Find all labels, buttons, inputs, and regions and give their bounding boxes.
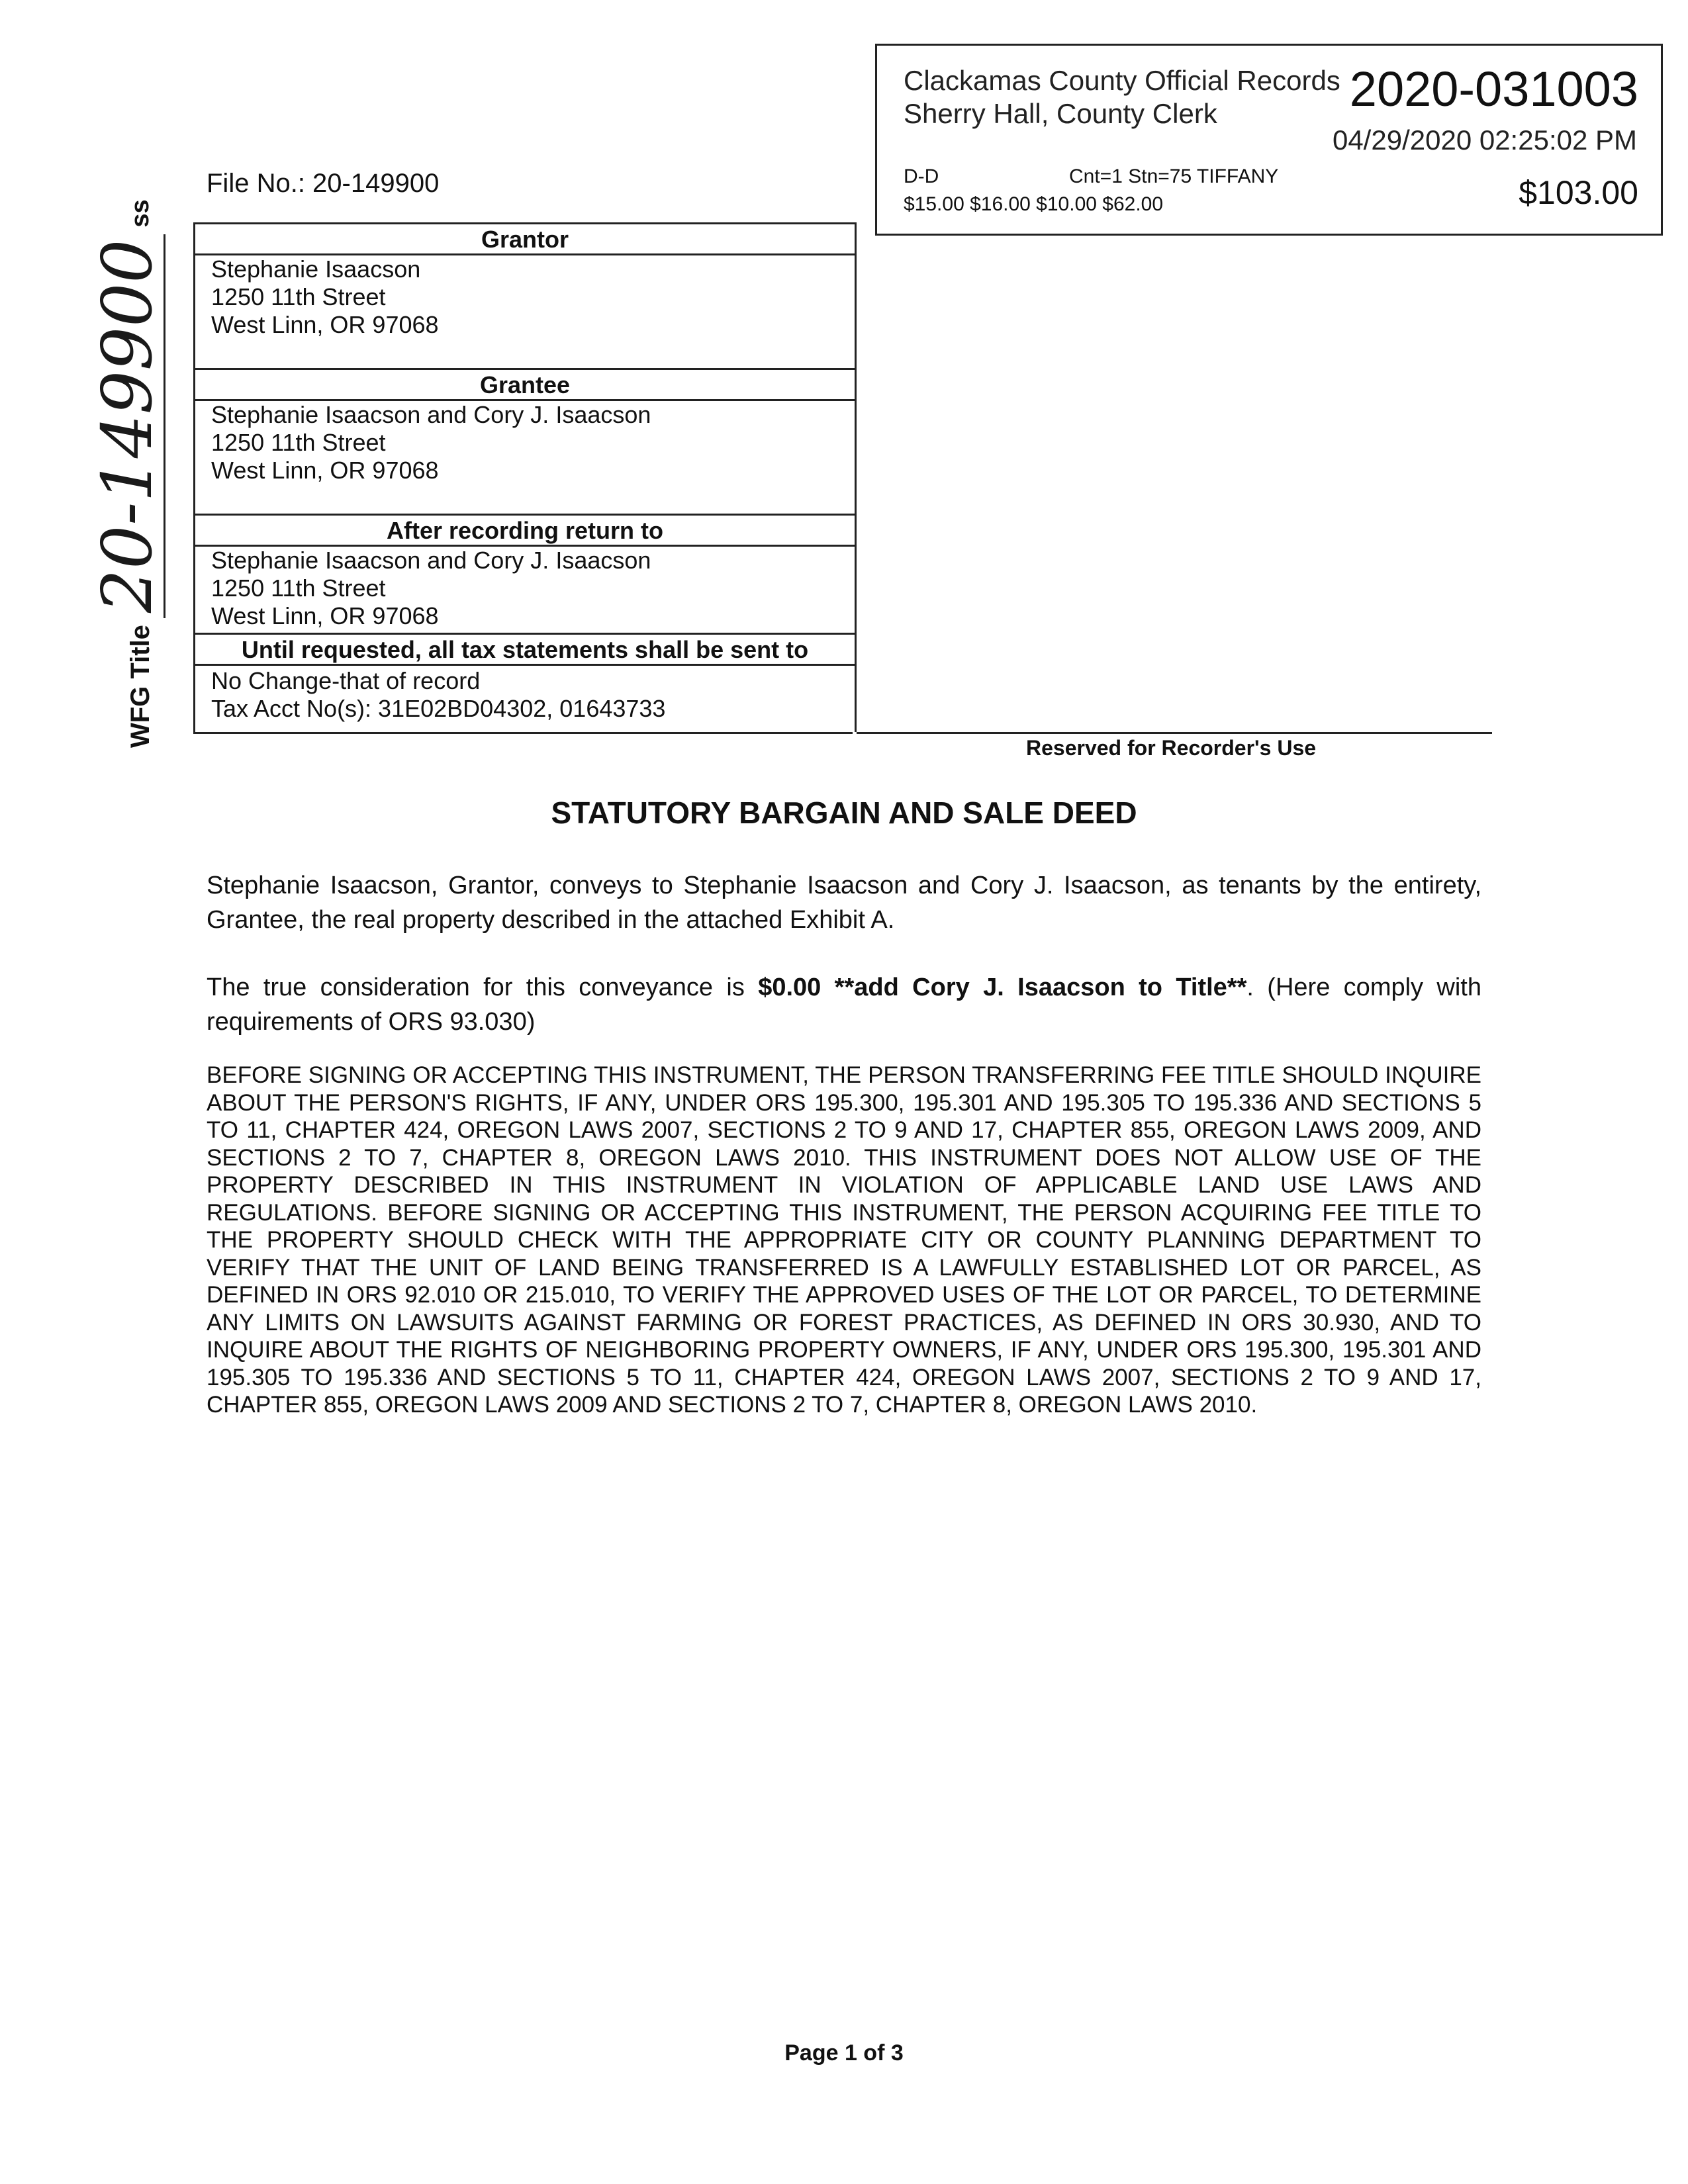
grantee-block bbox=[211, 401, 847, 484]
grantor-line: 1250 11th Street bbox=[211, 283, 386, 310]
grantor-block bbox=[211, 255, 847, 339]
conveyance-paragraph: Stephanie Isaacson, Grantor, conveys to Stephanie Isaacson and Cory J. Isaacson, as tenants by the entirety, Grantee, the real property described in the attached Exhibit A. bbox=[207, 872, 1481, 934]
statutory-warning-paragraph: BEFORE SIGNING OR ACCEPTING THIS INSTRUMENT, THE PERSON TRANSFERRING FEE TITLE SHOULD INQUIRE ABOUT THE PERSON'S RIGHTS, IF ANY, UNDER ORS 195.300, 195.301 AND 195.305 TO 195.336 AND SECTIONS 5 TO 11, CHAPTER 424, OREGON LAWS 2007, SECTIONS 2 TO 9 AND 17, CHAPTER 855, OREGON LAWS 2009, AND SECTIONS 2 TO 7, CHAPTER 8, OREGON LAWS 2010. THIS INSTRUMENT DOES NOT ALLOW USE OF THE PROPERTY DESCRIBED IN THIS INSTRUMENT IN VIOLATION OF APPLICABLE LAND USE LAWS AND REGULATIONS. BEFORE SIGNING OR ACCEPTING THIS INSTRUMENT, THE PERSON ACQUIRING FEE TITLE TO THE PROPERTY SHOULD CHECK WITH THE APPROPRIATE CITY OR COUNTY PLANNING DEPARTMENT TO VERIFY THAT THE UNIT OF LAND BEING TRANSFERRED IS A LAWFULLY ESTABLISHED LOT OR PARCEL, AS DEFINED IN ORS 92.010 OR 215.010, TO VERIFY THE APPROVED USES OF THE LOT OR PARCEL, TO DETERMINE ANY LIMITS ON LAWSUITS AGAINST FARMING OR FOREST PRACTICES, AS DEFINED IN ORS 30.930, AND TO INQUIRE ABOUT THE RIGHTS OF NEIGHBORING PROPERTY OWNERS, IF ANY, UNDER ORS 195.300, 195.301 AND 195.305 TO 195.336 AND SECTIONS 5 TO 11, CHAPTER 424, OREGON LAWS 2007, SECTIONS 2 TO 9 AND 17, CHAPTER 855, OREGON LAWS 2009 AND SECTIONS 2 TO 7, CHAPTER 8, OREGON LAWS 2010. bbox=[207, 1062, 1481, 1418]
county-records-line: Clackamas County Official Records bbox=[904, 65, 1340, 96]
stamp-label: WFG Title bbox=[126, 625, 155, 748]
recording-fees: $15.00 $16.00 $10.00 $62.00 bbox=[904, 193, 1164, 215]
grantee-line: 1250 11th Street bbox=[211, 429, 386, 456]
stamp-initials: ss bbox=[126, 199, 154, 228]
grantor-line: West Linn, OR 97068 bbox=[211, 311, 439, 338]
return-to-line: Stephanie Isaacson and Cory J. Isaacson bbox=[211, 547, 651, 574]
recorder-use-label: Reserved for Recorder's Use bbox=[1026, 736, 1317, 760]
file-stamp bbox=[79, 199, 167, 748]
table-bottom-rule bbox=[193, 732, 853, 734]
return-to-line: West Linn, OR 97068 bbox=[211, 602, 439, 629]
grantor-line: Stephanie Isaacson bbox=[211, 255, 421, 283]
return-to-block bbox=[211, 547, 847, 630]
document-title: STATUTORY BARGAIN AND SALE DEED bbox=[551, 796, 1137, 830]
consideration-amount: $0.00 **add Cory J. Isaacson to Title** bbox=[758, 974, 1247, 1001]
tax-statements-header: Until requested, all tax statements shall be sent to bbox=[195, 633, 855, 666]
consideration-prefix: The true consideration for this conveyance is bbox=[207, 974, 759, 1001]
county-clerk-line: Sherry Hall, County Clerk bbox=[904, 98, 1217, 129]
file-number: File No.: 20-149900 bbox=[207, 169, 440, 198]
recorder-divider bbox=[857, 732, 1492, 734]
tax-statements-block bbox=[211, 667, 847, 723]
grantee-line: West Linn, OR 97068 bbox=[211, 457, 439, 484]
recording-datetime: 04/29/2020 02:25:02 PM bbox=[1332, 124, 1637, 156]
party-table bbox=[193, 222, 857, 732]
return-to-line: 1250 11th Street bbox=[211, 574, 386, 602]
recording-document-number: 2020-031003 bbox=[1349, 62, 1638, 116]
consideration-suffix: . (Here comply with requirements of ORS 93.030) bbox=[207, 974, 1481, 1036]
handwritten-file-number: 20-149900 bbox=[91, 234, 165, 618]
tax-statements-line: No Change-that of record bbox=[211, 667, 481, 694]
recording-counts: Cnt=1 Stn=75 TIFFANY bbox=[1069, 165, 1279, 187]
return-to-header: After recording return to bbox=[195, 514, 855, 547]
grantor-header: Grantor bbox=[195, 222, 855, 255]
grantee-line: Stephanie Isaacson and Cory J. Isaacson bbox=[211, 401, 651, 428]
page-number: Page 1 of 3 bbox=[784, 2040, 904, 2066]
consideration-paragraph bbox=[207, 970, 1481, 1039]
recording-stamp bbox=[875, 44, 1663, 236]
recording-doc-code: D-D bbox=[904, 165, 939, 187]
recording-total: $103.00 bbox=[1519, 174, 1638, 211]
recording-office bbox=[904, 64, 1340, 130]
tax-account-numbers: Tax Acct No(s): 31E02BD04302, 01643733 bbox=[211, 695, 666, 722]
grantee-header: Grantee bbox=[195, 368, 855, 401]
